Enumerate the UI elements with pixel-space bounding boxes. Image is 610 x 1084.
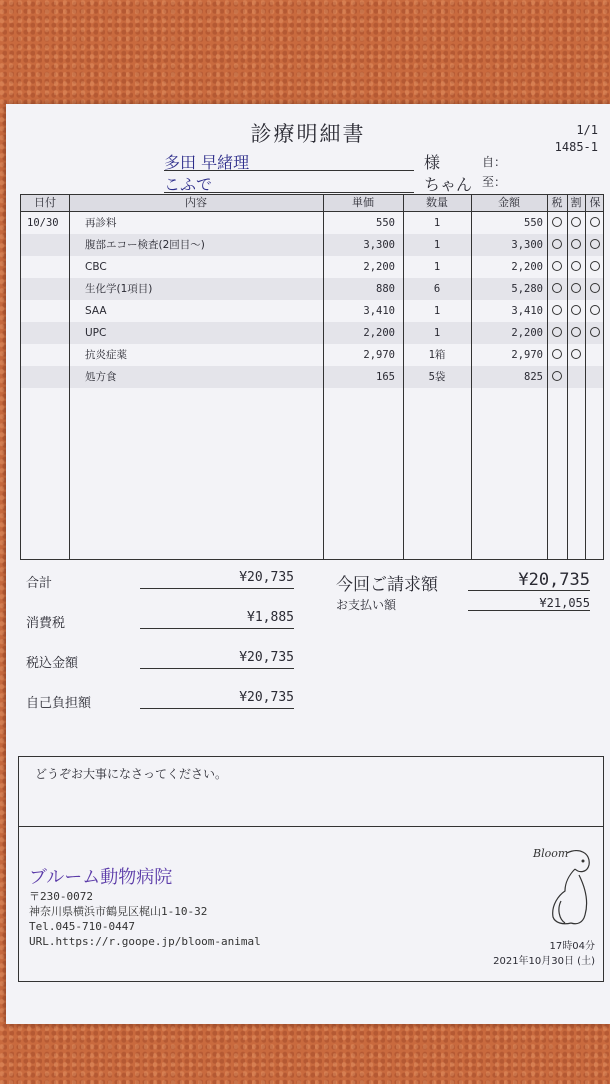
table-row — [21, 234, 603, 256]
self-pay-label: 自己負担額 — [26, 696, 92, 711]
column-divider — [585, 195, 586, 559]
total-value: ¥20,735 — [140, 570, 294, 589]
tax-included-label: 税込金額 — [26, 656, 79, 671]
to-label: 至： — [482, 175, 507, 189]
cell-qty: 5袋 — [428, 371, 446, 383]
discount-mark-icon — [571, 327, 581, 337]
tax-label: 消費税 — [26, 616, 66, 631]
cell-unit-price: 165 — [376, 371, 395, 383]
cell-qty: 1箱 — [428, 349, 446, 361]
column-divider — [69, 195, 70, 559]
pet-name: こふで — [164, 172, 414, 193]
cell-item: 処方食 — [85, 371, 117, 383]
cell-amount: 2,200 — [511, 327, 543, 339]
clinic-address: 神奈川県横浜市鶴見区梶山1-10-32 — [29, 905, 208, 918]
cell-unit-price: 2,200 — [363, 327, 395, 339]
insurance-mark-icon — [590, 239, 600, 249]
cell-item: 抗炎症薬 — [85, 349, 127, 361]
header-date: 日付 — [34, 196, 56, 209]
tax-mark-icon — [552, 327, 562, 337]
header-unit-price: 単価 — [352, 196, 374, 209]
table-row — [21, 366, 603, 388]
message-box — [18, 756, 604, 828]
tax-mark-icon — [552, 371, 562, 381]
issue-datetime — [493, 939, 595, 969]
insurance-mark-icon — [590, 283, 600, 293]
total-label: 合計 — [26, 576, 53, 591]
clinic-postal: 〒230-0072 — [29, 890, 93, 903]
cell-item: SAA — [85, 305, 107, 317]
self-pay-value: ¥20,735 — [140, 690, 294, 709]
document-title: 診療明細書 — [250, 122, 366, 146]
cell-amount: 825 — [524, 371, 543, 383]
insurance-mark-icon — [590, 261, 600, 271]
cell-qty: 1 — [433, 327, 441, 339]
cell-date: 10/30 — [27, 217, 59, 229]
discount-mark-icon — [571, 261, 581, 271]
table-row — [21, 300, 603, 322]
document-number: 1485-1 — [554, 140, 598, 154]
cell-amount: 550 — [524, 217, 543, 229]
discount-mark-icon — [571, 239, 581, 249]
period-labels — [482, 152, 506, 192]
header-tax: 税 — [551, 196, 563, 209]
clinic-url: URL.https://r.goope.jp/bloom-animal — [29, 935, 261, 948]
table-header — [21, 195, 603, 212]
header-discount: 割 — [570, 196, 582, 209]
page-number — [555, 122, 598, 156]
cell-amount: 2,970 — [511, 349, 543, 361]
table-row — [21, 212, 603, 234]
cell-qty: 1 — [433, 305, 441, 317]
invoice-paper — [6, 104, 610, 1024]
table-row — [21, 322, 603, 344]
logo-text: Bloom — [533, 847, 569, 860]
header-amount: 金額 — [498, 196, 520, 209]
column-divider — [547, 195, 548, 559]
clinic-box — [18, 826, 604, 982]
payment-label: お支払い額 — [336, 598, 397, 612]
clinic-name: ブルーム動物病院 — [29, 867, 173, 888]
cell-item: UPC — [85, 327, 107, 339]
payment-value: ¥21,055 — [468, 596, 590, 611]
owner-suffix: 様 — [424, 153, 441, 172]
detail-table — [20, 194, 604, 560]
tax-mark-icon — [552, 239, 562, 249]
header-qty: 数量 — [426, 196, 448, 209]
page-count: 1/1 — [576, 123, 598, 137]
cell-qty: 1 — [433, 217, 441, 229]
issue-time: 17時04分 — [549, 941, 595, 952]
table-row — [21, 256, 603, 278]
cell-item: CBC — [85, 261, 107, 273]
discount-mark-icon — [571, 283, 581, 293]
cell-item: 再診料 — [85, 217, 117, 229]
insurance-mark-icon — [590, 217, 600, 227]
tax-mark-icon — [552, 349, 562, 359]
tax-mark-icon — [552, 217, 562, 227]
pet-suffix: ちゃん — [424, 175, 473, 194]
column-divider — [567, 195, 568, 559]
cell-unit-price: 880 — [376, 283, 395, 295]
cell-amount: 3,410 — [511, 305, 543, 317]
cell-item: 腹部エコー検査(2回目～) — [85, 239, 205, 251]
cell-unit-price: 550 — [376, 217, 395, 229]
cell-qty: 1 — [433, 261, 441, 273]
tax-mark-icon — [552, 283, 562, 293]
billing-value: ¥20,735 — [468, 570, 590, 591]
cell-amount: 3,300 — [511, 239, 543, 251]
discount-mark-icon — [571, 349, 581, 359]
tax-value: ¥1,885 — [140, 610, 294, 629]
cell-unit-price: 3,300 — [363, 239, 395, 251]
clinic-info — [29, 889, 261, 949]
column-divider — [323, 195, 324, 559]
tax-included-value: ¥20,735 — [140, 650, 294, 669]
tax-mark-icon — [552, 261, 562, 271]
cell-qty: 6 — [433, 283, 441, 295]
dog-logo-icon — [519, 839, 599, 929]
message-text: どうぞお大事になさってください。 — [35, 767, 228, 781]
owner-name: 多田 早緒理 — [164, 150, 414, 171]
cell-unit-price: 3,410 — [363, 305, 395, 317]
cell-item: 生化学(1項目) — [85, 283, 153, 295]
from-label: 自： — [482, 155, 507, 169]
column-divider — [403, 195, 404, 559]
cell-qty: 1 — [433, 239, 441, 251]
table-row — [21, 344, 603, 366]
discount-mark-icon — [571, 217, 581, 227]
header-item: 内容 — [185, 196, 207, 209]
cell-amount: 5,280 — [511, 283, 543, 295]
insurance-mark-icon — [590, 305, 600, 315]
cell-amount: 2,200 — [511, 261, 543, 273]
cell-unit-price: 2,970 — [363, 349, 395, 361]
header-insurance: 保 — [589, 196, 601, 209]
tax-mark-icon — [552, 305, 562, 315]
issue-date: 2021年10月30日 (土) — [493, 956, 595, 967]
clinic-tel: Tel.045-710-0447 — [29, 920, 135, 933]
cell-unit-price: 2,200 — [363, 261, 395, 273]
column-divider — [471, 195, 472, 559]
insurance-mark-icon — [590, 327, 600, 337]
table-row — [21, 278, 603, 300]
billing-label: 今回ご請求額 — [336, 575, 438, 595]
discount-mark-icon — [571, 305, 581, 315]
